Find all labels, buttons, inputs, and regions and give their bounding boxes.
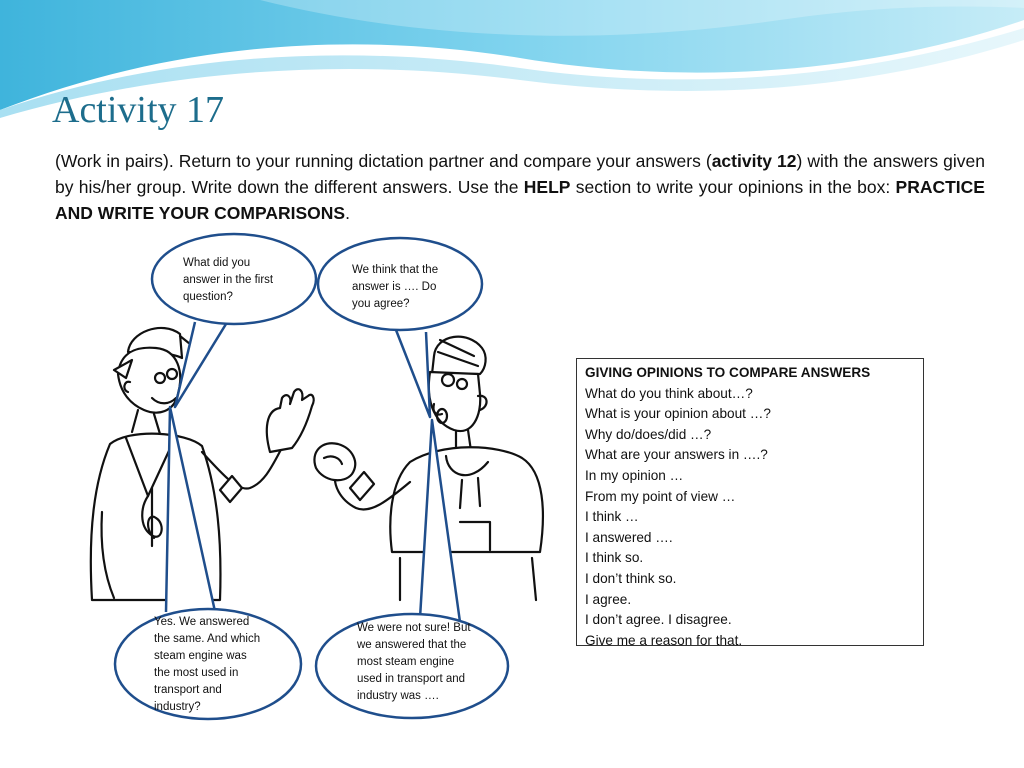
instructions-help-ref: HELP: [523, 177, 571, 197]
help-phrase: I think …: [585, 509, 639, 525]
help-phrase: What are your answers in ….?: [585, 447, 768, 463]
instructions-text-2: ) with the answers given by his/her group. Write down the different answers. Use the: [55, 151, 985, 197]
bubble-text-bottom-left: Yes. We answered the same. And which steam engine was the most used in transport and industry?: [154, 616, 261, 713]
help-box-title: GIVING OPINIONS TO COMPARE ANSWERS: [585, 365, 871, 380]
speech-bubble-bottom-left-tail: [166, 407, 216, 616]
instructions-text-3: section to write your opinions in the box:: [570, 177, 896, 197]
instructions-activity-ref: activity 12: [711, 151, 797, 171]
instructions-text-1: (Work in pairs). Return to your running dictation partner and compare your answers (: [55, 151, 712, 171]
help-phrase: Give me a reason for that.: [585, 632, 743, 648]
help-box: [576, 358, 924, 646]
instructions-box-title: PRACTICE AND WRITE YOUR COMPARISONS: [55, 177, 985, 223]
help-phrase: What is your opinion about …?: [585, 406, 771, 422]
help-phrase: Why do/does/did …?: [585, 426, 712, 442]
bubble-text-bottom-right: We were not sure! But we answered that the most steam engine used in transport and industry was ….: [357, 622, 471, 702]
help-phrase: I think so.: [585, 550, 644, 566]
help-phrase: In my opinion …: [585, 467, 684, 483]
instructions-paragraph: [55, 148, 985, 226]
help-phrase: I don’t think so.: [585, 570, 677, 586]
instructions-text-4: .: [345, 203, 350, 223]
bubble-text-top-left: What did you answer in the first question?: [183, 257, 274, 303]
speech-bubble-bottom-right-tail: [420, 420, 460, 622]
bubble-text-top-right: We think that the answer is …. Do you agree?: [352, 264, 439, 310]
speech-bubble-top-left-tail: [175, 322, 226, 407]
speech-bubble-top-right-tail: [396, 330, 430, 417]
help-phrase: I agree.: [585, 591, 632, 607]
slide-title: Activity 17: [52, 89, 225, 131]
help-phrase: I don’t agree. I disagree.: [585, 612, 732, 628]
help-phrase: What do you think about…?: [585, 385, 753, 401]
help-phrase: From my point of view …: [585, 488, 736, 504]
help-phrase: I answered ….: [585, 529, 673, 545]
